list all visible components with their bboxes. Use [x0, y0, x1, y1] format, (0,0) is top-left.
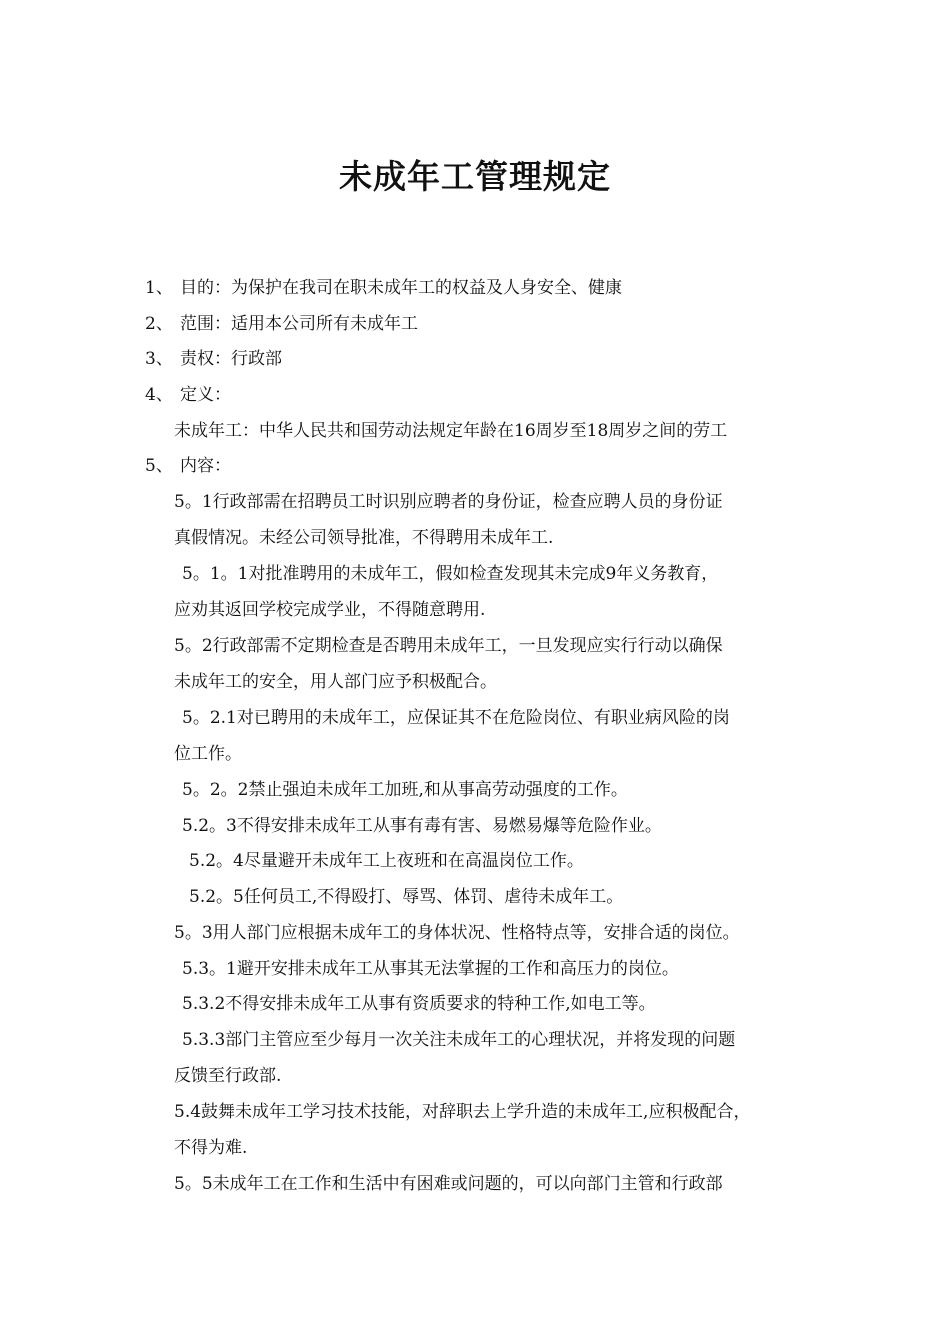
content-line: 5.3.2不得安排未成年工从事有资质要求的特种工作,如电工等。	[182, 994, 656, 1014]
content-line: 5。3用人部门应根据未成年工的身体状况、性格特点等，安排合适的岗位。	[174, 923, 740, 943]
section-4	[145, 383, 231, 407]
content-line: 5。1。1对批准聘用的未成年工，假如检查发现其未完成9年义务教育，	[182, 564, 719, 584]
content-line: 5.4鼓舞未成年工学习技术技能，对辞职去上学升造的未成年工,应积极配合，	[174, 1102, 751, 1122]
content-line: 不得为难.	[174, 1138, 248, 1158]
section-number: 3、	[145, 349, 173, 369]
content-line: 真假情况。未经公司领导批准，不得聘用未成年工.	[174, 528, 554, 548]
content-line: 5。1行政部需在招聘员工时识别应聘者的身份证，检查应聘人员的身份证	[174, 492, 723, 512]
content-line: 5。5未成年工在工作和生活中有困难或问题的，可以向部门主管和行政部	[174, 1174, 723, 1194]
section-5	[145, 454, 231, 478]
content-line: 5。2行政部需不定期检查是否聘用未成年工，一旦发现应实行行动以确保	[174, 636, 723, 656]
content-line: 未成年工的安全，用人部门应予积极配合。	[174, 672, 497, 692]
section-number: 1、	[145, 278, 173, 298]
content-line: 位工作。	[174, 744, 242, 764]
content-line: 5.3。1避开安排未成年工从事其无法掌握的工作和高压力的岗位。	[182, 959, 679, 979]
section-text: 内容：	[180, 456, 231, 476]
section-number: 5、	[145, 456, 173, 476]
content-line: 5.2。3不得安排未成年工从事有毒有害、易燃易爆等危险作业。	[182, 816, 662, 836]
content-line: 反馈至行政部.	[174, 1066, 282, 1086]
section-text: 范围：适用本公司所有未成年工	[180, 314, 418, 334]
section-1	[145, 276, 622, 300]
content-line: 5.3.3部门主管应至少每月一次关注未成年工的心理状况，并将发现的问题	[182, 1030, 736, 1050]
content-line: 5.2。5任何员工,不得殴打、辱骂、体罚、虐待未成年工。	[189, 887, 624, 907]
section-number: 4、	[145, 385, 173, 405]
section-text: 目的：为保护在我司在职未成年工的权益及人身安全、健康	[180, 278, 622, 298]
section-3	[145, 347, 282, 371]
section-text: 定义：	[180, 385, 231, 405]
section-text: 责权：行政部	[180, 349, 282, 369]
content-line: 5。2.1对已聘用的未成年工，应保证其不在危险岗位、有职业病风险的岗	[182, 708, 730, 728]
content-line: 5.2。4尽量避开未成年工上夜班和在高温岗位工作。	[189, 851, 584, 871]
document-title: 未成年工管理规定	[339, 157, 611, 196]
definition-text: 未成年工：中华人民共和国劳动法规定年龄在16周岁至18周岁之间的劳工	[174, 421, 728, 441]
section-2	[145, 312, 418, 336]
content-line: 5。2。2禁止强迫未成年工加班,和从事高劳动强度的工作。	[182, 780, 628, 800]
content-line: 应劝其返回学校完成学业，不得随意聘用.	[174, 600, 486, 620]
section-number: 2、	[145, 314, 173, 334]
